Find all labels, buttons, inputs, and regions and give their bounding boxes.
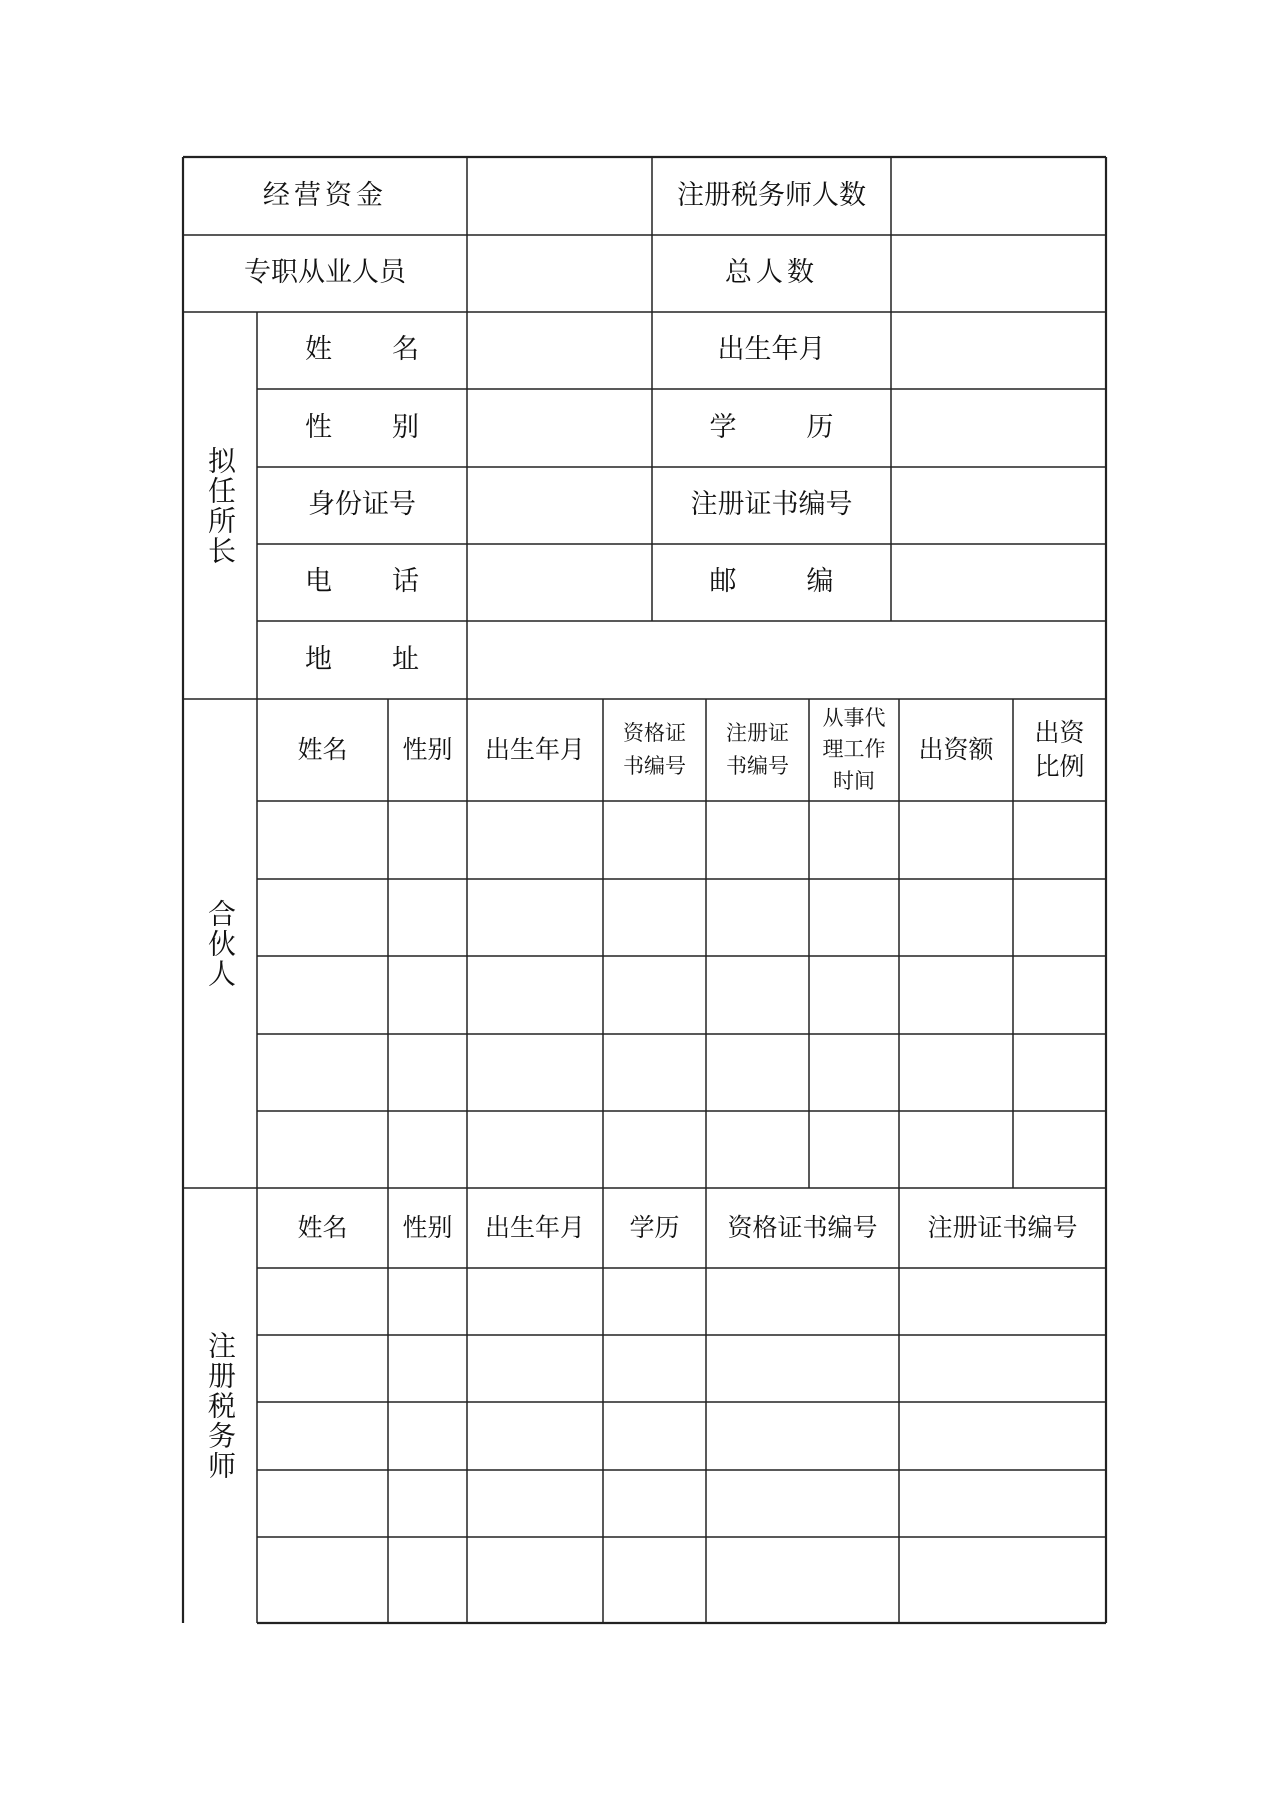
director-name-char-1: 姓 (305, 334, 332, 366)
total-people-value[interactable] (891, 235, 1106, 312)
tax-agents-row-4[interactable] (257, 1470, 1106, 1537)
director-name-label (257, 312, 467, 389)
registered-ta-count-label: 注册税务师人数 (677, 179, 866, 211)
director-section-label: 拟任所长 (204, 445, 237, 566)
director-name-value[interactable] (467, 312, 652, 389)
tax-agents-row-5[interactable] (257, 1537, 1106, 1623)
director-postcode-label (652, 544, 891, 621)
partners-row-1[interactable] (257, 801, 1106, 879)
director-gender-label (257, 389, 467, 467)
director-id-label: 身份证号 (308, 489, 416, 521)
tax-agents-header-education: 学历 (629, 1213, 680, 1242)
director-address-value[interactable] (467, 621, 1106, 699)
fulltime-staff-label: 专职从业人员 (244, 257, 406, 289)
partners-header-gender: 性别 (402, 735, 453, 764)
director-postcode-char-1: 邮 (709, 566, 737, 598)
total-people-label: 总人数 (724, 257, 819, 289)
tax-agents-row-3[interactable] (257, 1402, 1106, 1470)
operating-funds-value[interactable] (467, 157, 652, 235)
partners-row-5[interactable] (257, 1111, 1106, 1188)
tax-agents-header-birth: 出生年月 (484, 1213, 585, 1242)
director-phone-value[interactable] (467, 544, 652, 621)
director-phone-label (257, 544, 467, 621)
tax-agents-row-1[interactable] (257, 1268, 1106, 1335)
partners-header-reg-cert-line2: 书编号 (726, 754, 789, 778)
fulltime-staff-value[interactable] (467, 235, 652, 312)
director-address-label (257, 621, 467, 699)
director-name-char-2: 名 (392, 334, 419, 366)
partners-header-work-time-line2: 理工作 (822, 737, 886, 762)
director-phone-char-2: 话 (392, 566, 419, 598)
partners-header-ratio-line2: 比例 (1034, 752, 1085, 781)
partners-header-qual-cert-line1: 资格证 (623, 720, 686, 745)
director-birth-value[interactable] (891, 312, 1106, 389)
partners-header-ratio (1013, 699, 1106, 801)
director-cert-no-label: 注册证书编号 (690, 489, 853, 521)
partners-header-reg-cert (706, 699, 809, 801)
director-phone-char-1: 电 (305, 566, 332, 598)
director-education-value[interactable] (891, 389, 1106, 467)
director-postcode-char-2: 编 (806, 566, 834, 598)
director-cert-no-value[interactable] (891, 467, 1106, 544)
partners-header-qual-cert (603, 699, 706, 801)
tax-agents-header-reg-cert: 注册证书编号 (927, 1213, 1078, 1242)
tax-agents-header-qual-cert: 资格证书编号 (727, 1213, 878, 1242)
director-id-value[interactable] (467, 467, 652, 544)
partners-row-3[interactable] (257, 956, 1106, 1034)
director-birth-label: 出生年月 (717, 334, 826, 366)
partners-header-work-time-line3: 时间 (833, 768, 875, 793)
partners-header-work-time-line1: 从事代 (822, 706, 886, 731)
partners-header-ratio-line1: 出资 (1034, 718, 1085, 747)
partners-header-capital: 出资额 (918, 735, 994, 764)
director-education-label (652, 389, 891, 467)
director-address-char-2: 址 (392, 643, 419, 675)
partners-header-work-time (809, 699, 899, 801)
partners-header-qual-cert-line2: 书编号 (623, 754, 686, 778)
operating-funds-label: 经营资金 (262, 179, 388, 211)
tax-agents-section-label: 注册税务师 (204, 1330, 237, 1481)
partners-row-4[interactable] (257, 1034, 1106, 1111)
partners-row-2[interactable] (257, 879, 1106, 956)
director-gender-char-1: 性 (305, 411, 332, 443)
partners-header-reg-cert-line1: 注册证 (726, 720, 789, 745)
tax-agents-row-2[interactable] (257, 1335, 1106, 1402)
tax-agents-header-gender: 性别 (402, 1213, 453, 1242)
tax-agents-header-name: 姓名 (297, 1213, 348, 1242)
director-education-char-2: 历 (806, 411, 834, 443)
director-education-char-1: 学 (709, 411, 737, 443)
partners-section-label: 合伙人 (204, 898, 237, 989)
partners-header-name: 姓名 (297, 735, 348, 764)
partners-header-birth: 出生年月 (484, 735, 585, 764)
director-gender-value[interactable] (467, 389, 652, 467)
director-postcode-value[interactable] (891, 544, 1106, 621)
director-gender-char-2: 别 (392, 411, 419, 443)
director-address-char-1: 地 (305, 643, 332, 675)
registered-ta-count-value[interactable] (891, 157, 1106, 235)
